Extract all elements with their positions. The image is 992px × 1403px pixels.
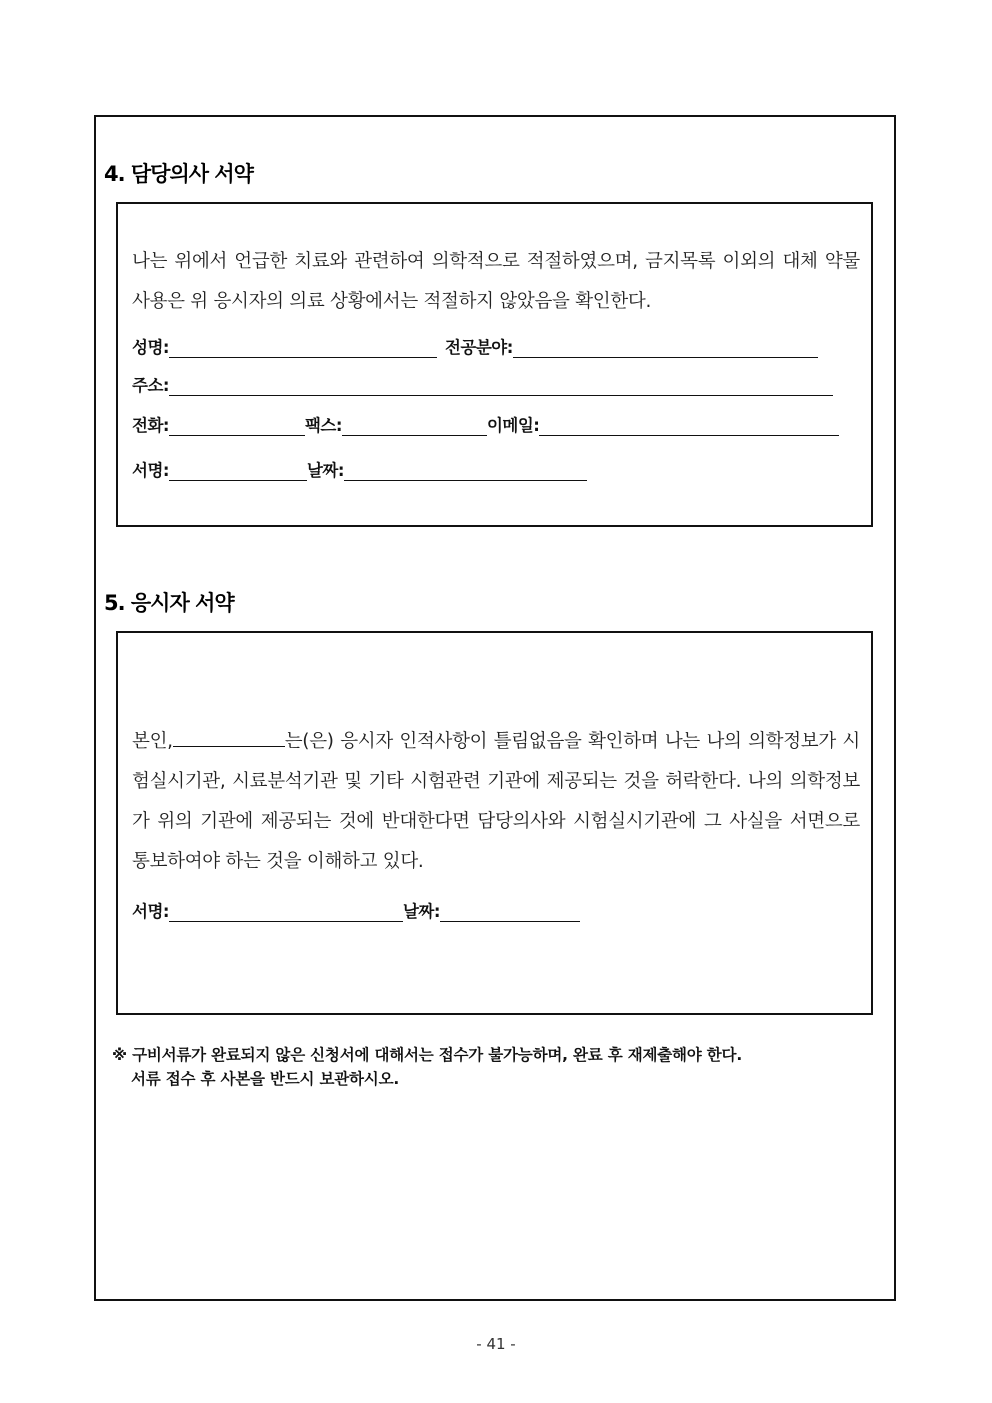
applicant-declaration-text	[132, 722, 860, 882]
date-field[interactable]	[344, 462, 587, 481]
declaration-prefix: 본인,	[132, 731, 173, 752]
page-number: - 41 -	[476, 1335, 516, 1353]
applicant-signature-label: 서명:	[132, 902, 169, 921]
phone-label: 전화:	[132, 416, 169, 435]
email-field[interactable]	[539, 417, 839, 436]
signature-label: 서명:	[132, 461, 169, 480]
signature-field[interactable]	[169, 462, 307, 481]
specialty-label: 전공분야:	[444, 338, 513, 357]
applicant-date-field[interactable]	[440, 903, 580, 922]
physician-declaration-text: 나는 위에서 언급한 치료와 관련하여 의학적으로 적절하였으며, 금지목록 이외의 대체 약물 사용은 위 응시자의 의료 상황에서는 적절하지 않았음을 확인한다.	[132, 251, 860, 312]
name-field[interactable]	[169, 339, 437, 358]
section-5-heading: 5. 응시자 서약	[104, 591, 234, 615]
address-field[interactable]	[169, 377, 833, 396]
note-line-2: 서류 접수 후 사본을 반드시 보관하시오.	[131, 1070, 400, 1088]
applicant-signature-row	[132, 898, 580, 922]
declaration-body: 는(은) 응시자 인적사항이 틀림없음을 확인하며 나는 나의 의학정보가 시험실시기관, 시료분석기관 및 기타 시험관련 기관에 제공되는 것을 허락한다. 나의 의학정보가 위의 기관에 제공되는 것에 반대한다면 담당의사와 시험실시기관에 그 사실을 서면으로 통보하여야 하는 것을 이해하고 있다.	[132, 731, 860, 872]
section-4-heading: 4. 담당의사 서약	[104, 162, 253, 186]
fax-label: 팩스:	[304, 416, 342, 435]
address-label: 주소:	[132, 376, 169, 395]
physician-signature-row	[132, 457, 587, 481]
physician-name-row	[132, 334, 818, 358]
applicant-signature-field[interactable]	[169, 903, 403, 922]
date-label: 날짜:	[306, 461, 344, 480]
applicant-date-label: 날짜:	[402, 902, 440, 921]
fax-field[interactable]	[342, 417, 487, 436]
specialty-field[interactable]	[513, 339, 818, 358]
physician-contact-row	[132, 412, 839, 436]
physician-address-row	[132, 372, 833, 396]
phone-field[interactable]	[169, 417, 305, 436]
name-label: 성명:	[132, 338, 169, 357]
note-line-1: ※ 구비서류가 완료되지 않은 신청서에 대해서는 접수가 불가능하며, 완료 후 재제출해야 한다.	[112, 1046, 743, 1064]
email-label: 이메일:	[486, 416, 540, 435]
applicant-name-field[interactable]	[173, 730, 285, 747]
